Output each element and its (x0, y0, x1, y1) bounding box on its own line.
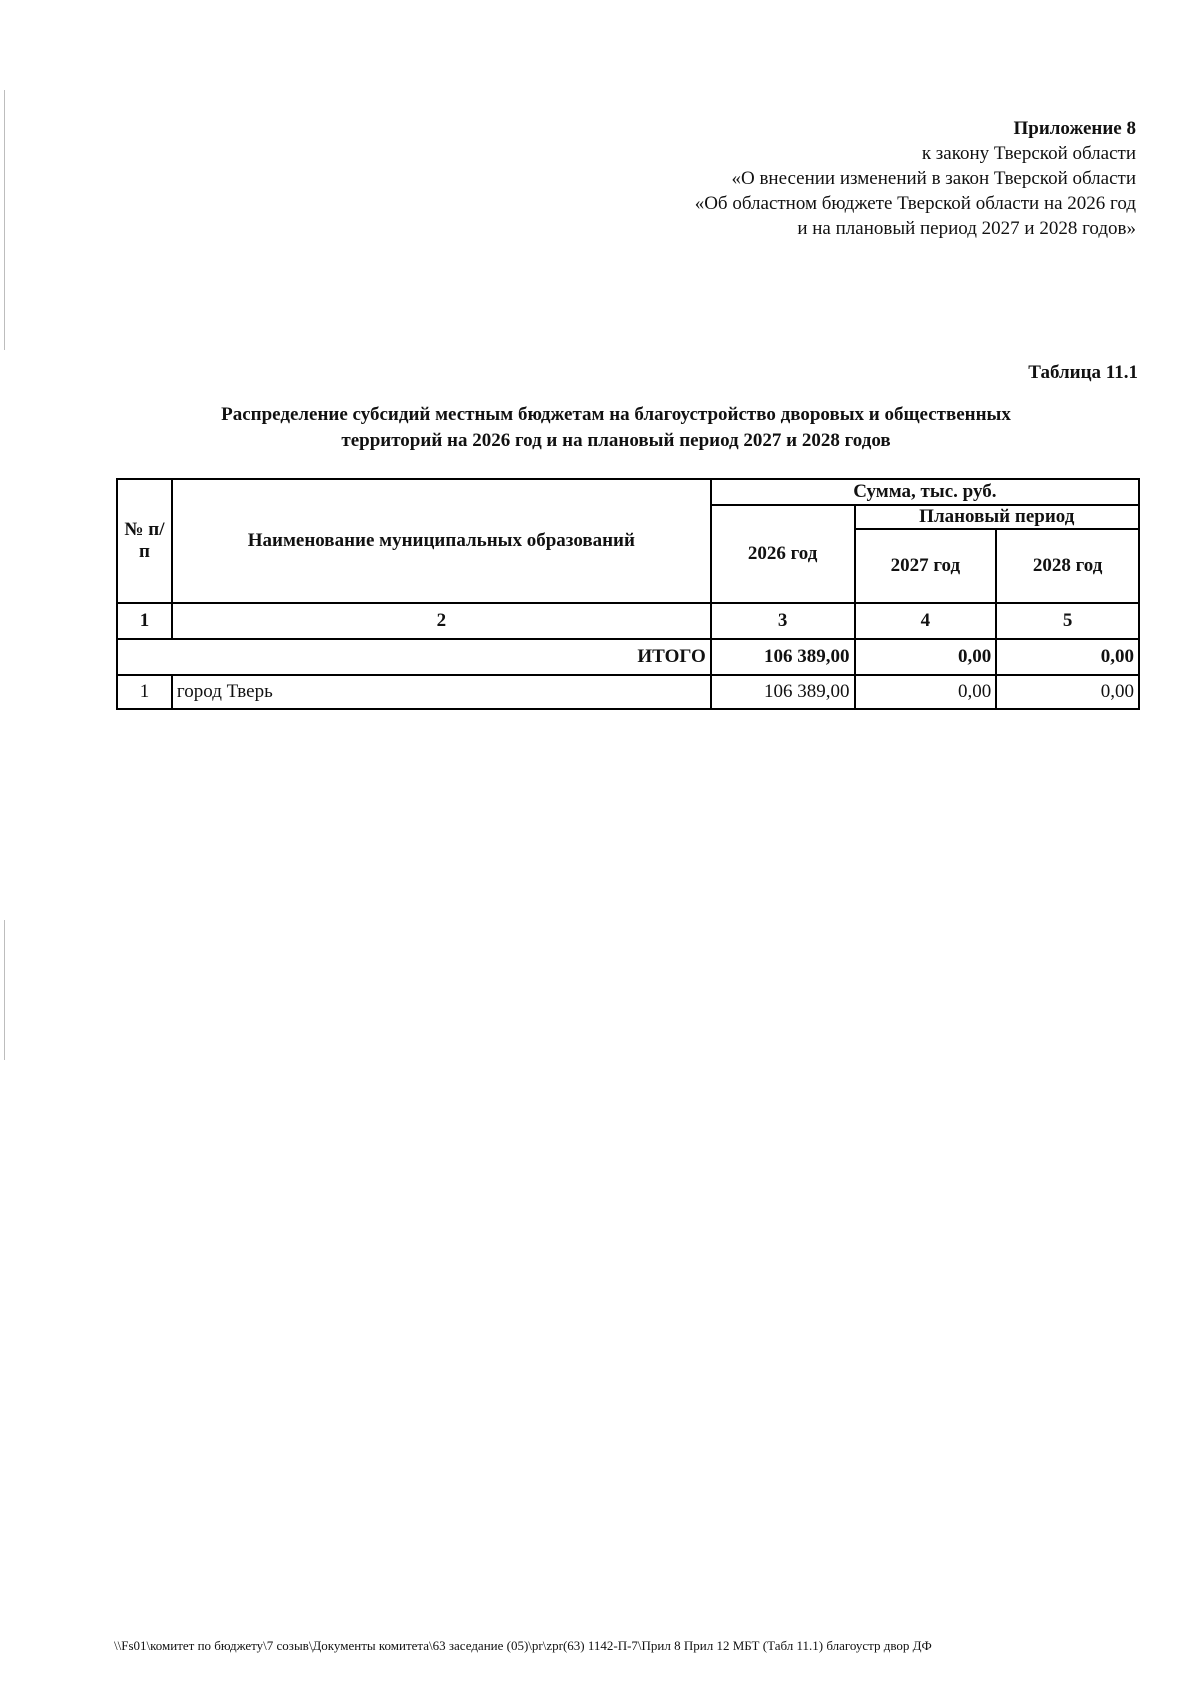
subsidy-table (116, 478, 1140, 710)
file-path-footer: \\Fs01\комитет по бюджету\7 созыв\Документы комитета\63 заседание (05)\pr\zpr(63) 1142-П-7\Прил 8 Прил 12 МБТ (Табл 11.1) благоустр двор ДФ (114, 1638, 932, 1653)
scan-edge-line (4, 920, 5, 1060)
document-title (116, 402, 1116, 454)
index-cell: 5 (996, 603, 1139, 639)
row-2028: 0,00 (996, 675, 1139, 709)
row-2027: 0,00 (855, 675, 997, 709)
index-cell: 2 (172, 603, 711, 639)
title-line: территорий на 2026 год и на плановый период 2027 и 2028 годов (341, 430, 891, 451)
total-label: ИТОГО (117, 639, 711, 675)
header-2028: 2028 год (996, 529, 1139, 603)
appendix-line: и на плановый период 2027 и 2028 годов» (797, 218, 1136, 239)
appendix-line: к закону Тверской области (921, 143, 1136, 164)
total-row (117, 639, 1139, 675)
total-2028: 0,00 (996, 639, 1139, 675)
appendix-line: «О внесении изменений в закон Тверской области (731, 168, 1136, 189)
title-line: Распределение субсидий местным бюджетам на благоустройство дворовых и общественных (221, 404, 1011, 425)
scan-edge-line (4, 90, 5, 350)
total-2027: 0,00 (855, 639, 997, 675)
header-planned: Плановый период (855, 505, 1139, 529)
appendix-number: Приложение 8 (1013, 118, 1136, 139)
row-name: город Тверь (172, 675, 711, 709)
table-row (117, 675, 1139, 709)
total-2026: 106 389,00 (711, 639, 855, 675)
header-2026: 2026 год (711, 505, 855, 603)
table-label: Таблица 11.1 (1028, 362, 1138, 383)
index-cell: 3 (711, 603, 855, 639)
index-cell: 1 (117, 603, 172, 639)
index-cell: 4 (855, 603, 997, 639)
row-2026: 106 389,00 (711, 675, 855, 709)
row-num: 1 (117, 675, 172, 709)
header-2027: 2027 год (855, 529, 997, 603)
appendix-header (695, 116, 1136, 241)
header-num: № п/п (117, 479, 172, 603)
header-sum: Сумма, тыс. руб. (711, 479, 1139, 505)
appendix-line: «Об областном бюджете Тверской области на 2026 год (694, 193, 1136, 214)
header-name: Наименование муниципальных образований (172, 479, 711, 603)
